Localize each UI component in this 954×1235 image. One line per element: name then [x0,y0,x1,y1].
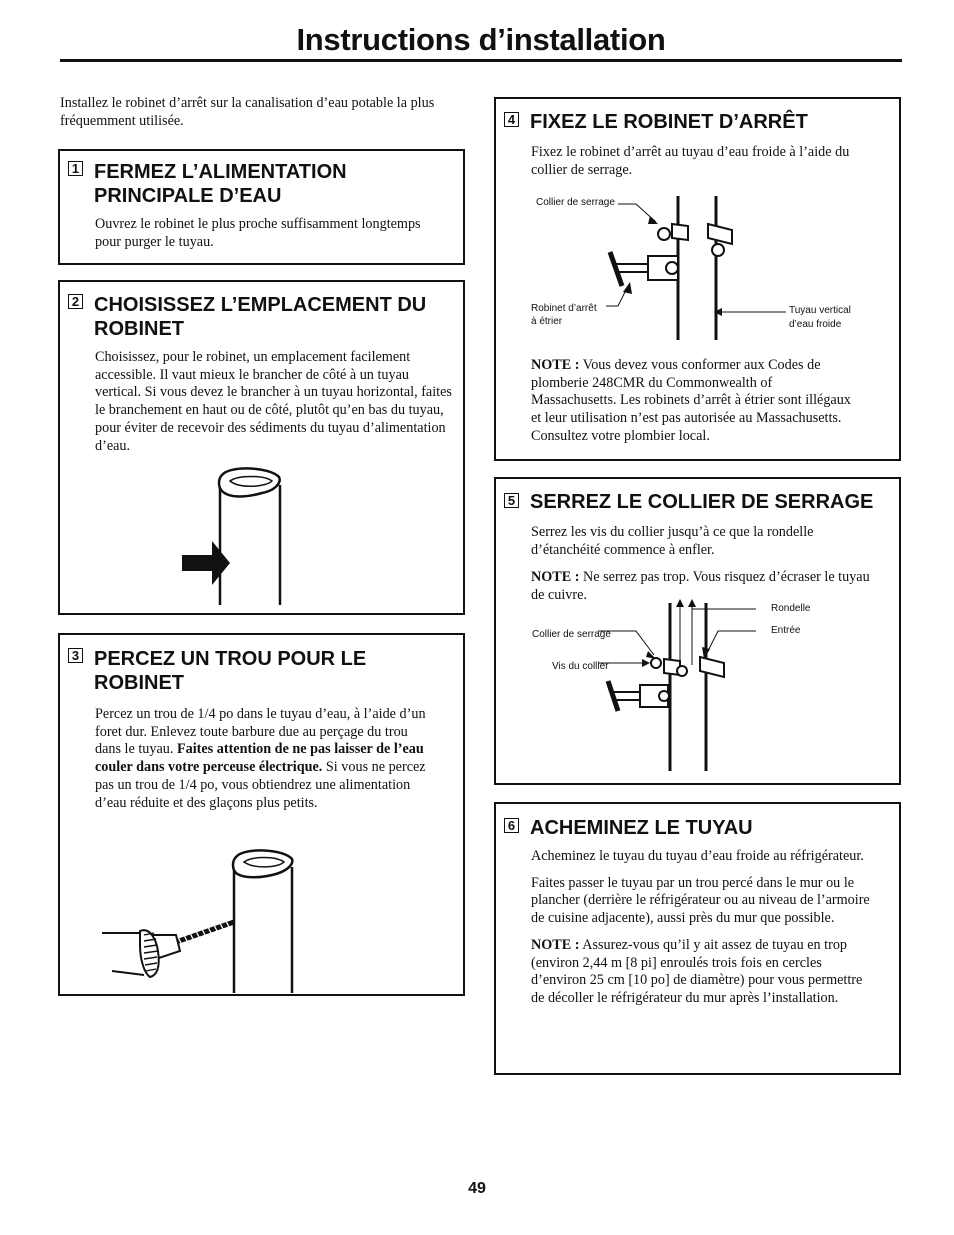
step-5-note-label: NOTE : [531,569,580,585]
step-4-number: 4 [504,112,519,127]
step-2-text: Choisissez, pour le robinet, un emplacement facilement accessible. Il vaut mieux le brancher de côté à un tuyau vertical. Si vous devez le brancher à un tuyau horizontal, faites le branchement en haut ou de côté, plutôt qu’en bas du tuyau, pour éviter de recevoir des sédiments du tuyau d’alimentation d’eau. [95,349,452,454]
step-6-note-text: Assurez-vous qu’il y ait assez de tuyau en trop (environ 2,44 m [8 pi] enroulés trois fois en cercles d’environ 25 cm [10 po] de diamètre) pour vous permettre de décoller le réfrigérateur du mur après l’installation. [531,936,863,1006]
step-6-body [531,848,879,1017]
page-number: 49 [468,1180,486,1197]
step-1-box [58,149,465,265]
step-6-heading: ACHEMINEZ LE TUYAU [530,817,753,839]
step-5-box [494,477,901,785]
step-3-text-b: Si vous ne percez pas un trou de 1/4 po, vous obtiendrez une alimentation d’eau réduite et des glaçons plus petits. [95,759,426,811]
clamp-tightening-illustration [606,599,776,774]
intro-text: Installez le robinet d’arrêt sur la canalisation d’eau potable la plus fréquemment utilisée. [60,95,435,129]
step-5-note-text: Ne serrez pas trop. Vous risquez d’écraser le tuyau de cuivre. [531,569,870,603]
step-6-box [494,802,901,1075]
label-robinet-arret-2: à étrier [531,316,563,327]
step-3-heading: PERCEZ UN TROU POUR LE ROBINET [94,648,367,694]
step-6-number: 6 [504,818,519,833]
step-4-note [531,357,851,446]
step-4-heading: FIXEZ LE ROBINET D’ARRÊT [530,111,808,133]
step-1-number: 1 [68,161,83,176]
step-2-box [58,280,465,615]
step-1-text: Ouvrez le robinet le plus proche suffisamment longtemps pour purger le tuyau. [95,216,421,250]
title-rule [60,59,902,62]
step-4-text: Fixez le robinet d’arrêt au tuyau d’eau froide à l’aide du collier de serrage. [531,144,850,178]
step-4-box [494,97,901,461]
vertical-pipe-illustration [178,467,288,607]
step-3-box [58,633,465,996]
step-3-number: 3 [68,648,83,663]
step-5-number: 5 [504,493,519,508]
step-4-note-text: Vous devez vous conformer aux Codes de plomberie 248CMR du Commonwealth of Massachusetts. Les robinets d’arrêt à étrier sont illégaux et leur utilisation n’est pas autorisée au Massachusetts. Consultez votre plombier local. [531,357,851,444]
step-6-text-1: Acheminez le tuyau du tuyau d’eau froide au réfrigérateur. [531,848,864,864]
step-4-note-label: NOTE : [531,357,580,373]
page-title: Instructions d’installation [296,22,666,57]
label-rondelle: Rondelle [771,603,811,614]
step-6-note [531,937,879,1008]
label-tuyau-vertical-1: Tuyau vertical [789,305,851,316]
drill-and-pipe-illustration [100,847,300,997]
step-1-heading: FERMEZ L’ALIMENTATION PRINCIPALE D’EAU [94,161,347,207]
label-collier-serrage: Collier de serrage [536,197,615,208]
label-collier-serrage-5: Collier de serrage [532,629,611,640]
step-3-text-bold: Faites attention de ne pas laisser de l’eau couler dans votre perceuse électrique. [95,741,424,776]
label-robinet-arret-1: Robinet d’arrêt [531,303,597,314]
step-2-heading: CHOISISSEZ L’EMPLACEMENT DU ROBINET [94,294,427,340]
step-6-note-label: NOTE : [531,936,580,953]
label-tuyau-vertical-2: d’eau froide [789,319,842,330]
step-5-heading: SERREZ LE COLLIER DE SERRAGE [530,491,874,513]
step-2-number: 2 [68,294,83,309]
label-entree: Entrée [771,625,801,636]
label-vis-collier: Vis du collier [552,661,609,672]
step-5-text: Serrez les vis du collier jusqu’à ce que la rondelle d’étanchéité commence à enfler. [531,524,814,558]
step-3-text [95,706,437,812]
saddle-valve-illustration [596,194,796,344]
step-3-text-a: Percez un trou de 1/4 po dans le tuyau d’eau, à l’aide d’un foret dur. Enlevez toute barbure due au perçage du trou dans le tuyau. [95,706,426,758]
step-6-text-2: Faites passer le tuyau par un trou percé dans le mur ou le plancher (derrière le réfrigérateur ou au niveau de l’armoire de cuisine adjacente), aussi près du mur que possible. [531,874,870,927]
